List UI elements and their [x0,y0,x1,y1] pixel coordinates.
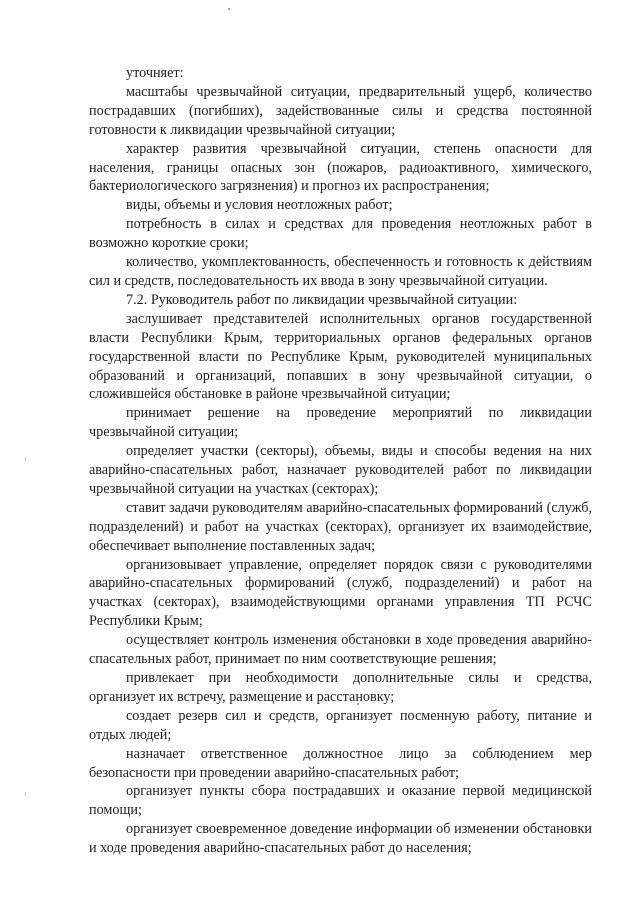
section-heading-7-2: 7.2. Руководитель работ по ликвидации чрезвычайной ситуации: [126,291,518,308]
paragraph-types-of-work: виды, объемы и условия неотложных работ; [126,197,393,214]
paragraph-readiness-of-forces: количество, укомплектованность, обеспеченность и готовность к действиям сил и средств, последовательность их ввода в зону чрезвычайной ситуации. [89,254,592,289]
paragraph-creates-reserve: создает резерв сил и средств, организует посменную работу, питание и отдых людей; [89,707,592,743]
scan-margin-mark [25,793,26,795]
paragraph-hears-representatives: заслушивает представителей исполнительных органов государственной власти Республики Крым, территориальных органов федеральных органов государственной власти по Республике Крым, руководителей муниципальных образований и организаций, попавших в зону чрезвычайной ситуации, о сложившейся обстановке в районе чрезвычайной ситуации; [89,310,592,403]
paragraph-involves-additional-forces: привлекает при необходимости дополнительные силы и средства, организует их встречу, размещение и расстановку; [89,670,592,705]
paragraph-scale-of-emergency: масштабы чрезвычайной ситуации, предварительный ущерб, количество пострадавших (погибших), задействованные силы и средства постоянной готовности к ликвидации чрезвычайной ситуации; [89,83,592,138]
paragraph-organizes-management: организовывает управление, определяет порядок связи с руководителями аварийно-спасательных формирований (служб, подразделений) и работ на участках (секторах), взаимодействующими органами управления ТП РСЧС Республики Крым; [89,556,592,630]
paragraph-appoints-safety-officer: назначает ответственное должностное лицо за соблюдением мер безопасности при проведении аварийно-спасательных работ; [89,745,592,781]
paragraph-makes-decision: принимает решение на проведение мероприятий по ликвидации чрезвычайной ситуации; [89,405,592,441]
paragraph-informs-population: организует своевременное доведение информации об изменении обстановки и ходе проведения аварийно-спасательных работ до населения; [89,821,592,857]
paragraph-need-for-forces: потребность в силах и средствах для проведения неотложных работ в возможно короткие сроки; [89,216,592,252]
document-body [89,64,592,858]
paragraph-defines-sectors: определяет участки (секторы), объемы, виды и способы ведения на них аварийно-спасательных работ, назначает руководителей работ по ликвидации чрезвычайной ситуации на участках (секторах); [89,443,592,497]
paragraph-monitors-changes: осуществляет контроль изменения обстановки в ходе проведения аварийно-спасательных работ, принимает по ним соответствующие решения; [89,632,592,668]
paragraph-clarifies-intro: уточняет: [126,65,184,81]
scan-speck [228,8,230,10]
scan-margin-mark [25,458,26,460]
paragraph-nature-of-development: характер развития чрезвычайной ситуации, степень опасности для населения, границы опасных зон (пожаров, радиоактивного, химического, бактериологического загрязнения) и прогноз их распространения; [89,140,592,195]
paragraph-sets-tasks: ставит задачи руководителям аварийно-спасательных формирований (служб, подразделений) и работ на участках (секторах), организует их взаимодействие, обеспечивает выполнение поставленных задач; [89,499,592,554]
paragraph-organizes-collection-points: организует пункты сбора пострадавших и оказание первой медицинской помощи; [89,783,592,819]
